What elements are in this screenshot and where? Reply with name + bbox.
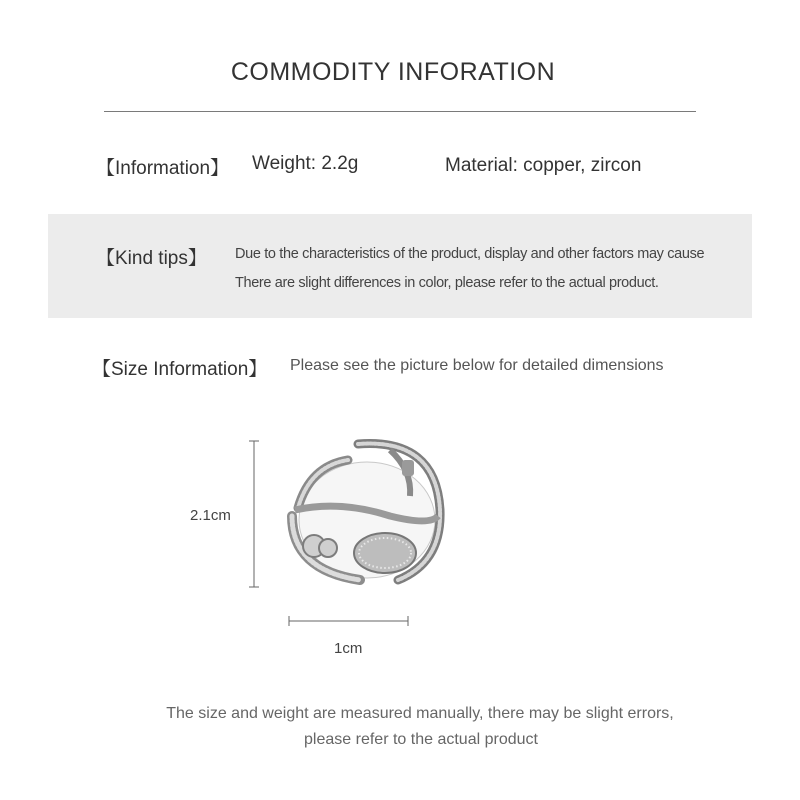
material-text: Material: copper, zircon bbox=[445, 155, 642, 176]
information-label: 【Information】 bbox=[96, 158, 230, 179]
kind-tips-label: 【Kind tips】 bbox=[96, 248, 207, 269]
height-dimension-line bbox=[249, 441, 259, 587]
size-information-label: 【Size Information】 bbox=[92, 359, 268, 380]
ring-product-image bbox=[240, 430, 460, 630]
width-dimension-line bbox=[289, 616, 408, 626]
ring-illustration bbox=[292, 444, 440, 580]
title-divider bbox=[104, 111, 696, 112]
kind-tips-line-2: There are slight differences in color, please refer to the actual product. bbox=[235, 275, 659, 291]
footer-note-line-2: please refer to the actual product bbox=[304, 731, 538, 748]
footer-note-line-1: The size and weight are measured manually, there may be slight errors, bbox=[166, 705, 674, 722]
weight-text: Weight: 2.2g bbox=[252, 153, 359, 174]
height-dimension-label: 2.1cm bbox=[190, 507, 231, 524]
page-title: COMMODITY INFORATION bbox=[230, 58, 556, 86]
kind-tips-line-1: Due to the characteristics of the product, display and other factors may cause bbox=[235, 246, 705, 262]
size-information-description: Please see the picture below for detailed dimensions bbox=[290, 357, 664, 374]
width-dimension-label: 1cm bbox=[334, 640, 363, 657]
